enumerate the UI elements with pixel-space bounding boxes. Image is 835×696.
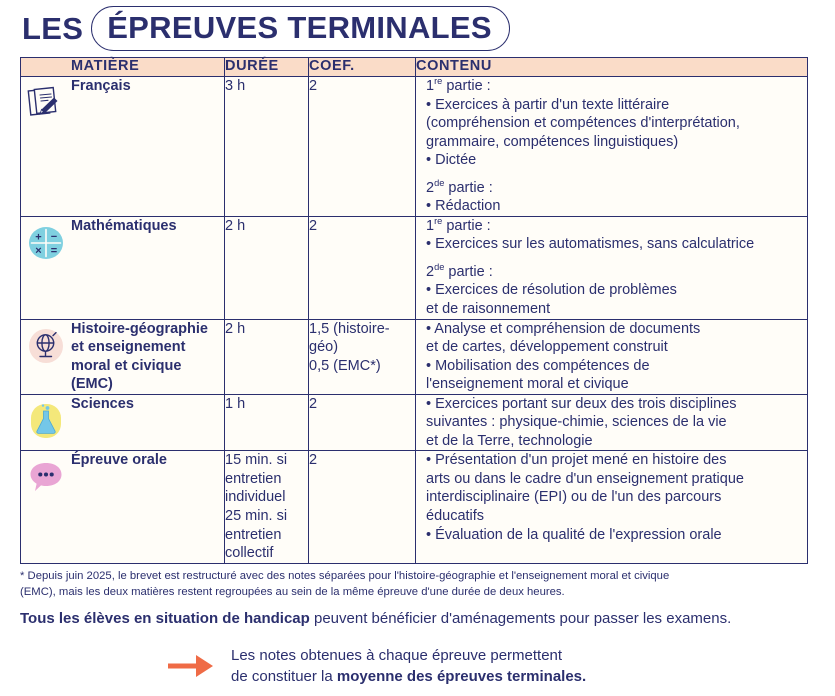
cell-line: 25 min. si entretien collectif bbox=[225, 508, 288, 562]
column-header-matiere: MATIÈRE bbox=[21, 58, 225, 77]
subject-name: Sciences bbox=[71, 395, 134, 412]
cell-duree bbox=[225, 394, 309, 451]
content-gap bbox=[426, 170, 801, 179]
content-part-heading: 1re partie : bbox=[426, 76, 491, 94]
globe-icon bbox=[26, 326, 66, 366]
callout-line-2 bbox=[231, 666, 586, 687]
cell-line: 3 h bbox=[225, 78, 246, 94]
cell-matiere bbox=[21, 451, 225, 563]
cell-coef bbox=[309, 394, 416, 451]
content-line: éducatifs bbox=[426, 508, 485, 525]
table-row bbox=[21, 216, 808, 319]
table-header-row bbox=[21, 58, 808, 77]
cell-line: 0,5 (EMC*) bbox=[309, 357, 381, 374]
cell-matiere bbox=[21, 77, 225, 217]
cell-line: 1,5 (histoire-géo) bbox=[309, 320, 390, 356]
cell-duree bbox=[225, 216, 309, 319]
table-row bbox=[21, 77, 808, 217]
svg-text:−: − bbox=[50, 230, 58, 243]
subject-name: Histoire-géographie et enseignement moral et civique (EMC) bbox=[71, 320, 208, 393]
subject-name: Mathématiques bbox=[71, 217, 177, 234]
content-bullet: • Dictée bbox=[426, 152, 477, 169]
content-bullet: • Analyse et compréhension de documents bbox=[426, 320, 701, 337]
content-line: interdisciplinaire (EPI) ou de l'un des parcours bbox=[426, 489, 722, 506]
cell-contenu bbox=[416, 77, 808, 217]
content-line: (compréhension et compétences d'interprétation, bbox=[426, 115, 740, 132]
column-header-coef: COEF. bbox=[309, 58, 416, 77]
cell-line: 1 h bbox=[225, 395, 246, 412]
subject-name: Français bbox=[71, 78, 131, 94]
table-row bbox=[21, 319, 808, 394]
handicap-note bbox=[20, 610, 820, 627]
cell-matiere bbox=[21, 216, 225, 319]
page-title-lead: LES bbox=[22, 10, 84, 46]
column-header-contenu: CONTENU bbox=[416, 58, 808, 77]
cell-contenu bbox=[416, 319, 808, 394]
content-bullet: • Exercices de résolution de problèmes bbox=[426, 282, 677, 299]
content-line: et de la Terre, technologie bbox=[426, 432, 593, 449]
footnote: * Depuis juin 2025, le brevet est restructuré avec des notes séparées pour l'histoire-géographie et l'enseignement moral et civique (EMC), mais les deux matières restent regroupées au sein de la même épreuve d'une durée de deux heures. bbox=[20, 570, 670, 599]
content-line: grammaire, compétences linguistiques) bbox=[426, 133, 679, 150]
content-line: l'enseignement moral et civique bbox=[426, 376, 629, 393]
content-bullet: • Présentation d'un projet mené en histoire des bbox=[426, 452, 727, 469]
cell-contenu bbox=[416, 451, 808, 563]
table-row bbox=[21, 451, 808, 563]
content-gap bbox=[426, 254, 801, 263]
content-bullet: • Exercices portant sur deux des trois disciplines bbox=[426, 395, 737, 412]
content-bullet: • Exercices sur les automatismes, sans calculatrice bbox=[426, 236, 755, 253]
cell-line: 2 h bbox=[225, 217, 246, 234]
cell-line: 15 min. si entretien individuel bbox=[225, 452, 288, 506]
content-line: et de raisonnement bbox=[426, 301, 551, 318]
svg-text:=: = bbox=[50, 244, 58, 257]
content-line: arts ou dans le cadre d'un enseignement pratique bbox=[426, 470, 744, 487]
handicap-note-bold: Tous les élèves en situation de handicap bbox=[20, 610, 310, 627]
callout bbox=[168, 645, 586, 688]
cell-line: 2 bbox=[309, 452, 318, 469]
cell-coef bbox=[309, 319, 416, 394]
content-part-heading: 2de partie : bbox=[426, 177, 493, 196]
cell-line: 2 bbox=[309, 395, 318, 412]
cell-coef bbox=[309, 216, 416, 319]
cell-contenu bbox=[416, 216, 808, 319]
table-row bbox=[21, 394, 808, 451]
table-body bbox=[21, 77, 808, 564]
cell-line: 2 h bbox=[225, 320, 246, 337]
cell-duree bbox=[225, 77, 309, 217]
cell-duree bbox=[225, 451, 309, 563]
callout-line-1: Les notes obtenues à chaque épreuve permettent bbox=[231, 647, 563, 664]
cell-coef bbox=[309, 77, 416, 217]
cell-line: 2 bbox=[309, 217, 318, 234]
content-bullet: • Exercices à partir d'un texte littéraire bbox=[426, 96, 670, 113]
speech-bubble-icon bbox=[26, 457, 66, 497]
content-part-heading: 2de partie : bbox=[426, 262, 493, 280]
math-symbols-icon bbox=[26, 223, 66, 263]
column-header-duree: DURÉE bbox=[225, 58, 309, 77]
subject-name: Épreuve orale bbox=[71, 452, 167, 469]
content-line: suivantes : physique-chimie, sciences de la vie bbox=[426, 414, 727, 431]
cell-line: 2 bbox=[309, 78, 318, 94]
table-header bbox=[21, 58, 808, 77]
cell-matiere bbox=[21, 319, 225, 394]
content-bullet: • Rédaction bbox=[426, 198, 501, 215]
callout-line-2-bold: moyenne des épreuves terminales. bbox=[336, 668, 587, 686]
page-title-circled: ÉPREUVES TERMINALES bbox=[91, 6, 510, 51]
content-line: et de cartes, développement construit bbox=[426, 339, 668, 356]
cell-duree bbox=[225, 319, 309, 394]
svg-text:+: + bbox=[35, 231, 42, 244]
cell-matiere bbox=[21, 394, 225, 451]
page-title bbox=[22, 6, 510, 50]
content-part-heading: 1re partie : bbox=[426, 216, 491, 234]
epreuves-table bbox=[20, 57, 808, 564]
cell-coef bbox=[309, 451, 416, 563]
flask-icon bbox=[26, 401, 66, 441]
svg-text:×: × bbox=[35, 244, 42, 257]
cell-contenu bbox=[416, 394, 808, 451]
callout-line-2-lead: de constituer la bbox=[231, 668, 337, 686]
content-bullet: • Mobilisation des compétences de bbox=[426, 357, 650, 374]
arrow-right-icon bbox=[168, 651, 214, 681]
handicap-note-rest: peuvent bénéficier d'aménagements pour passer les examens. bbox=[309, 610, 732, 627]
documents-pen-icon bbox=[26, 83, 66, 123]
content-bullet: • Évaluation de la qualité de l'expression orale bbox=[426, 526, 722, 543]
callout-text bbox=[231, 645, 586, 688]
